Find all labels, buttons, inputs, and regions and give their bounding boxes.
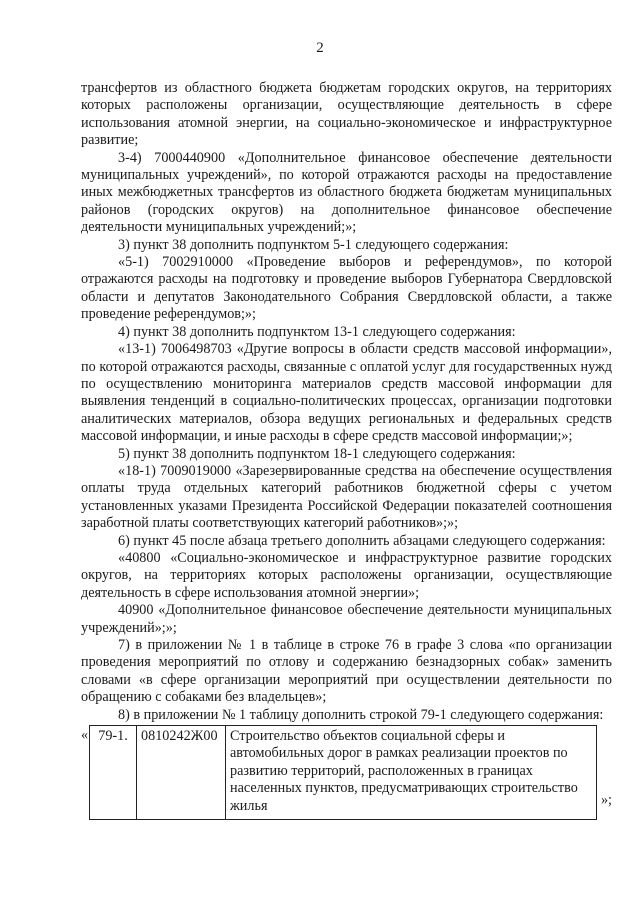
paragraph-5: 4) пункт 38 дополнить подпунктом 13-1 следующего содержания: bbox=[118, 323, 516, 340]
table-close-quote: »; bbox=[600, 791, 612, 808]
table-row-code: 0810242Ж00 bbox=[137, 726, 226, 820]
paragraph-12: 7) в приложении № 1 в таблице в строке 76 в графе 3 слова «по организации проведения мероприятий по отлову и содержанию безнадзорных собак» заменить словами «в сфере организации мероприятий при осуществлении деятельности по обращению с собаками без владельцев»; bbox=[81, 637, 612, 706]
paragraph-2: 3-4) 7000440900 «Дополнительное финансовое обеспечение деятельности муниципальных учреждений», по которой отражаются расходы на предоставление иных межбюджетных трансфертов из областного бюджета бюджетам муниципальных районов (городских округов) на дополнительное финансовое обеспечение деятельности муниципальных учреждений;»; bbox=[81, 149, 612, 236]
paragraph-8: «18-1) 7009019000 «Зарезервированные средства на обеспечение осуществления оплаты труда отдельных категорий работников бюджетной сферы с учетом установленных указами Президента Российской Федерации показателей соотношения заработной платы соответствующих категорий работников»;»; bbox=[81, 462, 612, 532]
table-row-number: 79-1. bbox=[90, 726, 137, 820]
paragraph-4: «5-1) 7002910000 «Проведение выборов и референдумов», по которой отражаются расходы на подготовку и проведение выборов Губернатора Свердловской области и депутатов Законодательного Собрания Свердловской области, а также проведение референдумов;»; bbox=[81, 254, 612, 323]
paragraph-9: 6) пункт 45 после абзаца третьего дополнить абзацами следующего содержания: bbox=[118, 532, 606, 549]
table-row-text: Строительство объектов социальной сферы и автомобильных дорог в рамках реализации проектов по развитию территорий, расположенных в границах населенных пунктов, предусматривающих строительство жилья bbox=[226, 726, 597, 820]
paragraph-3: 3) пункт 38 дополнить подпунктом 5-1 следующего содержания: bbox=[118, 236, 509, 253]
paragraph-10: «40800 «Социально-экономическое и инфраструктурное развитие городских округов, на территориях которых расположены организации, осуществляющие деятельность в сфере использования атомной энергии»; bbox=[81, 549, 612, 601]
paragraph-7: 5) пункт 38 дополнить подпунктом 18-1 следующего содержания: bbox=[118, 445, 516, 462]
table-row bbox=[90, 726, 597, 820]
paragraph-1: трансфертов из областного бюджета бюджетам городских округов, на территориях которых расположены организации, осуществляющие деятельность в сфере использования атомной энергии, на социально-экономическое и инфраструктурное развитие; bbox=[81, 80, 612, 149]
table-open-quote: « bbox=[81, 727, 89, 744]
paragraph-6: «13-1) 7006498703 «Другие вопросы в области средств массовой информации», по которой отражаются расходы, связанные с оплатой услуг для государственных нужд по осуществлению мониторинга материалов средств массовой информации для выявления тенденций в социально-политических процессах, организации подготовки аналитических материалов, обзора ведущих региональных и федеральных средств массовой информации, и иные расходы в сфере средств массовой информации;»; bbox=[81, 341, 612, 445]
paragraph-11: 40900 «Дополнительное финансовое обеспечение деятельности муниципальных учреждений»;»; bbox=[81, 602, 612, 636]
document-body bbox=[81, 80, 612, 813]
paragraph-13: 8) в приложении № 1 таблицу дополнить строкой 79-1 следующего содержания: bbox=[118, 706, 604, 723]
page-number: 2 bbox=[316, 40, 324, 56]
inserted-table-block bbox=[81, 725, 612, 813]
inserted-table bbox=[89, 725, 597, 820]
